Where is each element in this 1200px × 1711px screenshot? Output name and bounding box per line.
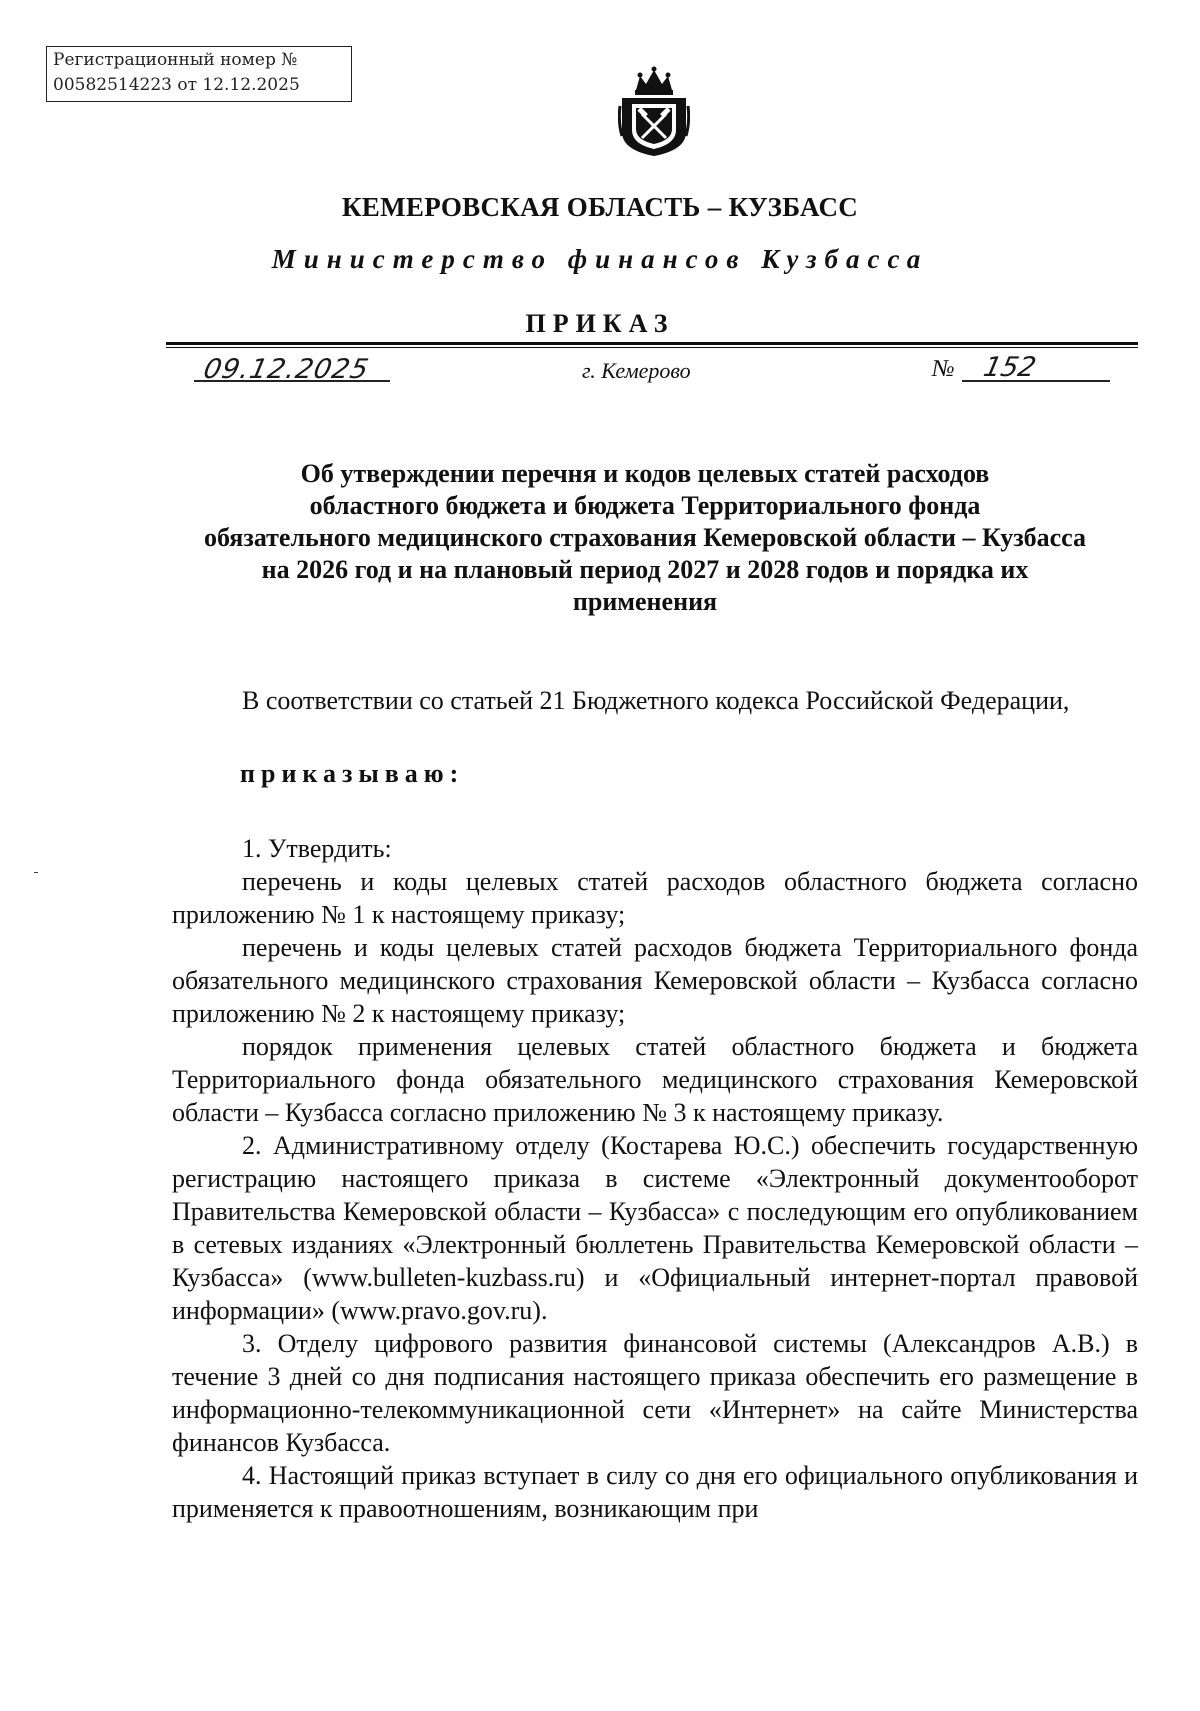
registration-line-1: Регистрационный номер № xyxy=(53,50,298,70)
item-1-a: перечень и коды целевых статей расходов областного бюджета согласно приложению № 1 к настоящему приказу; xyxy=(172,867,1138,929)
document-type: ПРИКАЗ xyxy=(525,309,675,338)
handwritten-date: 09.12.2025 xyxy=(200,354,372,385)
header-rule-thick xyxy=(166,342,1138,345)
city-label: г. Кемерово xyxy=(582,358,691,383)
region-name: КЕМЕРОВСКАЯ ОБЛАСТЬ – КУЗБАСС xyxy=(341,192,859,222)
title-line-3: обязательного медицинского страхования Кемеровской области – Кузбасса xyxy=(203,523,1087,552)
item-1-b: перечень и коды целевых статей расходов бюджета Территориального фонда обязательного медицинского страхования Кемеровской области – Кузбасса согласно приложению № 2 к настоящему приказу; xyxy=(172,933,1138,1028)
title-line-1: Об утверждении перечня и кодов целевых статей расходов xyxy=(300,459,990,488)
item-2: 2. Административному отделу (Костарева Ю.С.) обеспечить государственную регистрацию настоящего приказа в системе «Электронный документооборот Правительства Кемеровской области – Кузбасса» с последующим его опубликованием в сетевых изданиях «Электронный бюллетень Правительства Кемеровской области – Кузбасса» (www.bulleten-kuzbass.ru) и «Официальный интернет-портал правовой информации» (www.pravo.gov.ru). xyxy=(172,1131,1138,1325)
ministry-name: Министерство финансов Кузбасса xyxy=(271,244,929,274)
kuzbass-coat-of-arms-icon xyxy=(618,66,690,158)
registration-line-2: 00582514223 от 12.12.2025 xyxy=(53,75,300,95)
document-title xyxy=(150,458,1140,618)
title-line-5: применения xyxy=(572,587,718,616)
title-line-2: областного бюджета и бюджета Территориального фонда xyxy=(309,491,981,520)
number-label: № xyxy=(932,356,955,382)
item-3: 3. Отделу цифрового развития финансовой системы (Александров А.В.) в течение 3 дней со дня подписания настоящего приказа обеспечить его размещение в информационно-телекоммуникационной сети «Интернет» на сайте Министерства финансов Кузбасса. xyxy=(172,1329,1138,1457)
registration-stamp xyxy=(46,46,352,102)
scan-speck xyxy=(34,872,38,873)
handwritten-number: 152 xyxy=(980,352,1039,383)
document-body xyxy=(172,684,1138,1525)
title-line-4: на 2026 год и на плановый период 2027 и 2028 годов и порядка их xyxy=(261,555,1029,584)
item-4: 4. Настоящий приказ вступает в силу со дня его официального опубликования и применяется к правоотношениям, возникающим при xyxy=(172,1461,1138,1523)
item-1-c: порядок применения целевых статей областного бюджета и бюджета Территориального фонда обязательного медицинского страхования Кемеровской области – Кузбасса согласно приложению № 3 к настоящему приказу. xyxy=(172,1032,1138,1127)
decree-word: приказываю: xyxy=(240,759,465,788)
preamble-paragraph: В соответствии со статьей 21 Бюджетного кодекса Российской Федерации, xyxy=(242,686,1070,715)
header-rule-thin xyxy=(166,347,1138,348)
item-1-heading: 1. Утвердить: xyxy=(242,834,392,863)
